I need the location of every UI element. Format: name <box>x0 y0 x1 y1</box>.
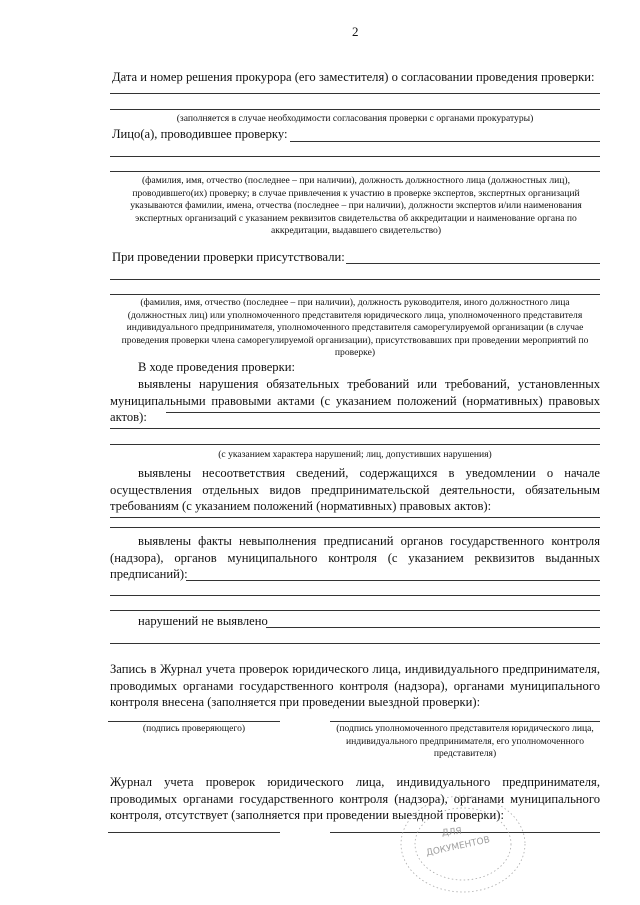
present-note: (фамилия, имя, отчество (последнее – при наличии), должность руководителя, иного должностного лица (должностных лиц) или уполномоченного представителя юридического лица, уполномоченного представителя индивидуального предпринимателя, уполномоченного представителя саморегулируемой организации (в случае проведения проверки члена саморегулируемой организации), присутствовавших при проведении мероприятий по проверке) <box>121 297 589 359</box>
violations-note: (с указанием характера нарушений; лиц, допустивших нарушения) <box>218 449 492 460</box>
inspector-line-1 <box>290 141 600 142</box>
approval-line-1 <box>110 93 600 94</box>
prescriptions-line-2 <box>110 595 600 596</box>
violations-line-3 <box>110 444 600 445</box>
violations-text: выявлены нарушения обязательных требований или требований, установленных муниципальными правовыми актами (с указанием положений (нормативных) правовых актов): <box>110 377 600 425</box>
present-line-3 <box>110 294 600 295</box>
sig-inspector-line <box>108 721 280 722</box>
sig-inspector-note: (подпись проверяющего) <box>142 723 246 734</box>
no-violations-label: нарушений не выявлено <box>138 614 268 628</box>
inspector-label: Лицо(а), проводившее проверку: <box>112 127 288 141</box>
prescriptions-line-1 <box>186 580 600 581</box>
no-violations-line-1 <box>266 627 600 628</box>
mismatch-line-2 <box>110 527 600 528</box>
violations-line-1 <box>166 412 600 413</box>
during-label: В ходе проведения проверки: <box>138 360 295 374</box>
approval-note: (заполняется в случае необходимости согласования проверки с органами прокуратуры) <box>176 113 534 124</box>
inspector-note: (фамилия, имя, отчество (последнее – при наличии), должность должностного лица (должностных лиц), проводившего(их) проверку; в случае привлечения к участию в проверке экспертов, экспертных организаций указываются фамилии, имена, отчества (последнее – при наличии), должности экспертов и/или наименования экспертных организаций с указанием реквизитов свидетельства об аккредитации и наименование органа по аккредитации, выдавшего свидетельство) <box>130 175 582 237</box>
journal-entry-text: Запись в Журнал учета проверок юридического лица, индивидуального предпринимателя, проводимых органами государственного контроля (надзора), органами муниципального контроля внесена (заполняется при проведении выездной проверки): <box>110 662 600 710</box>
present-line-1 <box>346 263 600 264</box>
present-label: При проведении проверки присутствовали: <box>112 250 345 264</box>
sig-rep-line <box>330 721 600 722</box>
journal-sig-line-1 <box>108 832 280 833</box>
inspector-line-2 <box>110 156 600 157</box>
sig-rep-note: (подпись уполномоченного представителя юридического лица, индивидуального предпринимателя, его уполномоченного представителя) <box>336 723 594 760</box>
violations-line-2 <box>110 428 600 429</box>
present-line-2 <box>110 279 600 280</box>
journal-absent-text: Журнал учета проверок юридического лица, индивидуального предпринимателя, проводимых органами государственного контроля (надзора), органами муниципального контроля, отсутствует (заполняется при проведении выездной проверки): <box>110 775 600 823</box>
prescriptions-line-3 <box>110 610 600 611</box>
svg-text:ДЛЯ: ДЛЯ <box>441 826 463 839</box>
no-violations-line-2 <box>110 643 600 644</box>
prescriptions-text: выявлены факты невыполнения предписаний органов государственного контроля (надзора), органов муниципального контроля (с указанием реквизитов выданных предписаний): <box>110 534 600 582</box>
approval-line-2 <box>110 109 600 110</box>
svg-text:ДОКУМЕНТОВ: ДОКУМЕНТОВ <box>425 835 491 859</box>
stamp-seal <box>388 776 538 896</box>
inspector-line-3 <box>110 171 600 172</box>
mismatch-text: выявлены несоответствия сведений, содержащихся в уведомлении о начале осуществления отдельных видов предпринимательской деятельности, обязательным требованиям (с указанием положений (нормативных) правовых актов): <box>110 466 600 514</box>
approval-label: Дата и номер решения прокурора (его заместителя) о согласовании проведения проверки: <box>112 70 595 84</box>
mismatch-line-1 <box>110 517 600 518</box>
page-number: 2 <box>352 24 359 39</box>
